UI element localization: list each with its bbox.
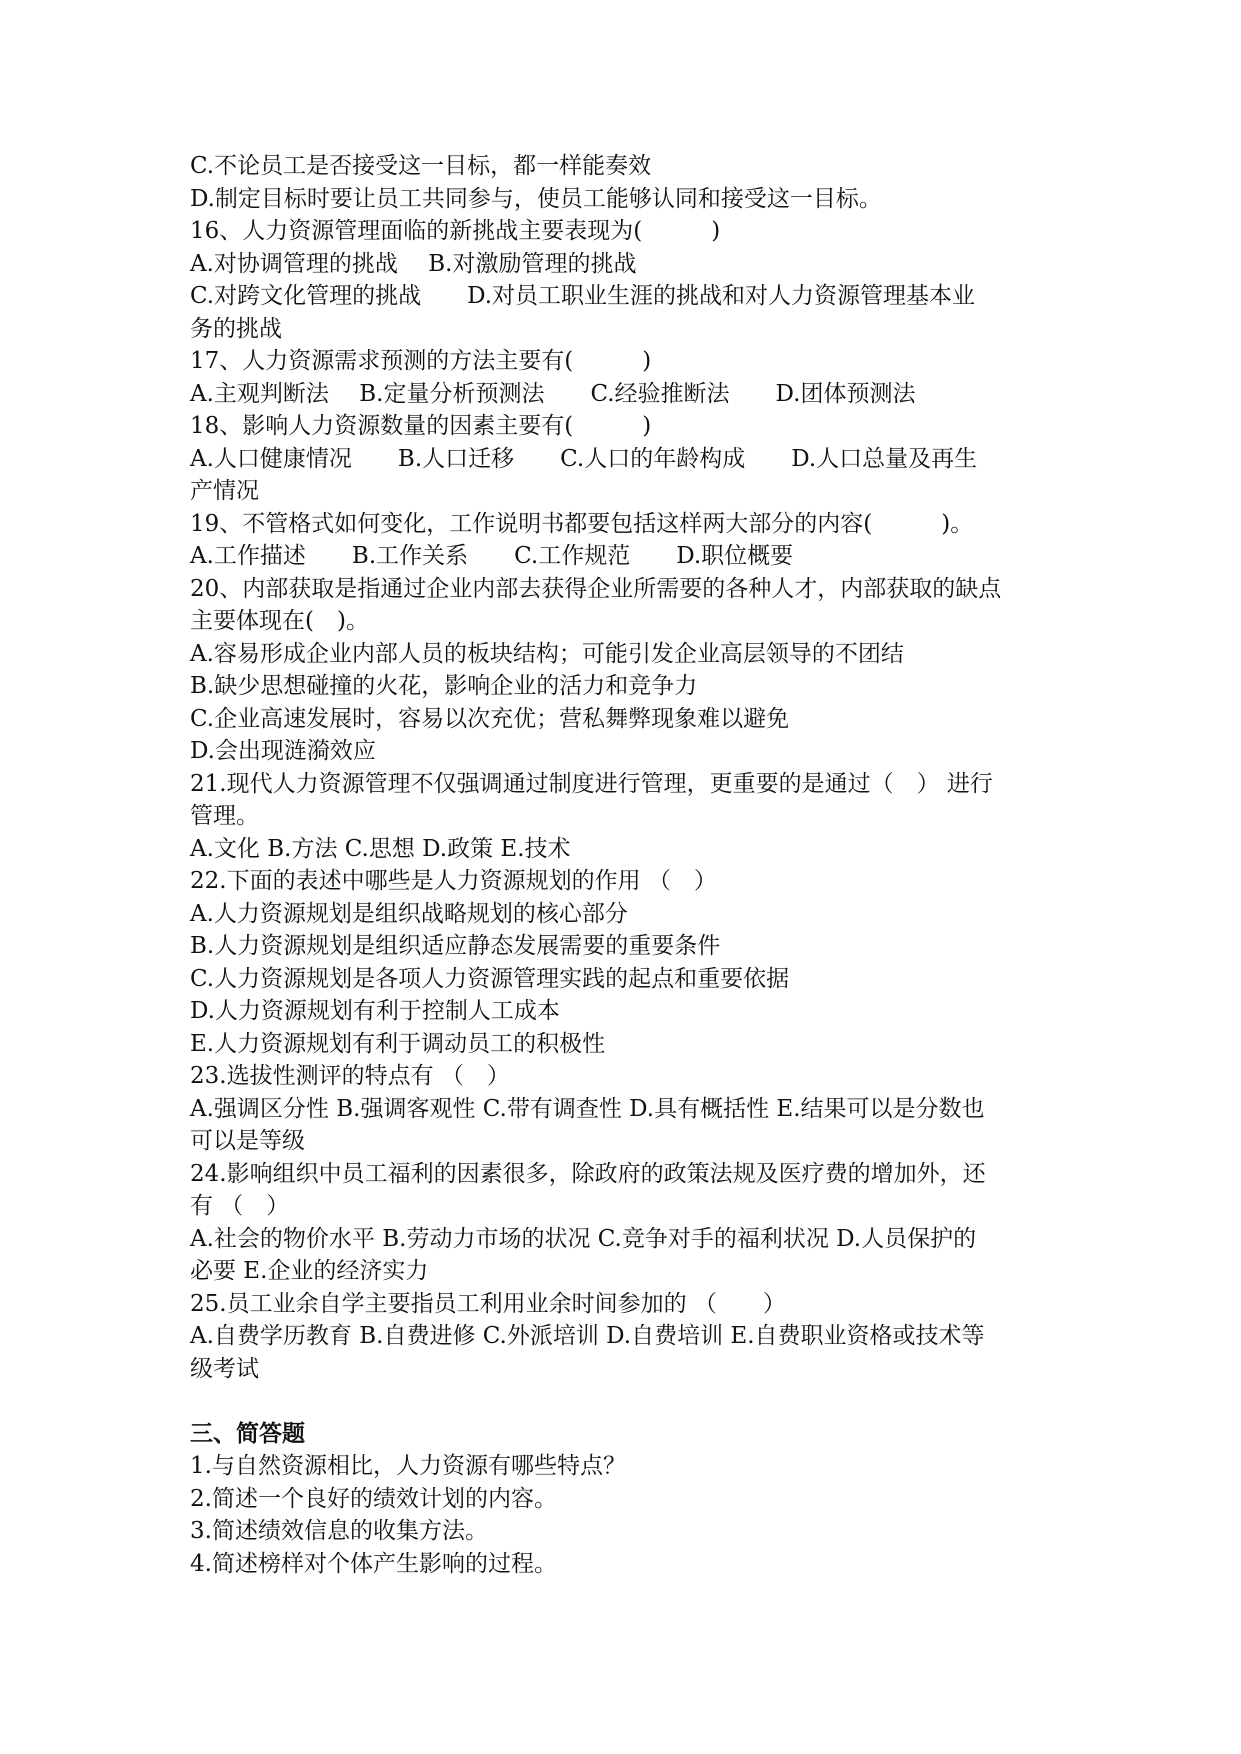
text-line: C.对跨文化管理的挑战 D.对员工职业生涯的挑战和对人力资源管理基本业 <box>190 283 976 309</box>
text-line: 必要 E.企业的经济实力 <box>190 1258 429 1284</box>
text-line: 可以是等级 <box>190 1128 305 1154</box>
text-line: 级考试 <box>190 1355 259 1382</box>
text-line: 25.员工业余自学主要指员工利用业余时间参加的 （ ） <box>190 1290 786 1317</box>
text-line: C.不论员工是否接受这一目标，都一样能奏效 <box>190 153 652 179</box>
text-line: E.人力资源规划有利于调动员工的积极性 <box>190 1030 606 1057</box>
text-line: D.人力资源规划有利于控制人工成本 <box>190 998 560 1024</box>
text-line: C.企业高速发展时，容易以次充优；营私舞弊现象难以避免 <box>190 705 790 732</box>
text-line: A.主观判断法 B.定量分析预测法 C.经验推断法 D.团体预测法 <box>190 380 916 407</box>
text-line: A.对协调管理的挑战 B.对激励管理的挑战 <box>190 250 637 277</box>
text-line: 16、人力资源管理面临的新挑战主要表现为( ) <box>190 218 721 244</box>
text-line: 17、人力资源需求预测的方法主要有( ) <box>190 348 652 374</box>
text-line: 1.与自然资源相比，人力资源有哪些特点？ <box>190 1453 626 1479</box>
document-page <box>190 150 1062 1580</box>
text-line: 22.下面的表述中哪些是人力资源规划的作用 （ ） <box>190 868 717 894</box>
text-line: 主要体现在( )。 <box>190 608 369 634</box>
text-line: D.会出现涟漪效应 <box>190 738 376 764</box>
text-line: B.缺少思想碰撞的火花，影响企业的活力和竞争力 <box>190 673 698 699</box>
text-line: A.容易形成企业内部人员的板块结构；可能引发企业高层领导的不团结 <box>190 640 904 667</box>
text-line: A.文化 B.方法 C.思想 D.政策 E.技术 <box>190 835 571 862</box>
text-line: 管理。 <box>190 803 259 829</box>
text-line: 有 （ ） <box>190 1193 290 1219</box>
text-line: 24.影响组织中员工福利的因素很多，除政府的政策法规及医疗费的增加外，还 <box>190 1160 986 1187</box>
section-heading: 三、简答题 <box>190 1419 305 1447</box>
text-line: 19、不管格式如何变化，工作说明书都要包括这样两大部分的内容( )。 <box>190 510 974 537</box>
text-line: A.人力资源规划是组织战略规划的核心部分 <box>190 900 628 927</box>
blank-line <box>190 1385 1062 1418</box>
text-line: C.人力资源规划是各项人力资源管理实践的起点和重要依据 <box>190 965 790 992</box>
text-line: 23.选拔性测评的特点有 （ ） <box>190 1063 510 1089</box>
text-line: 21.现代人力资源管理不仅强调通过制度进行管理，更重要的是通过（ ） 进行 <box>190 770 993 797</box>
text-line: 产情况 <box>190 478 259 504</box>
short-answer-list <box>190 1450 1062 1580</box>
text-line: D.制定目标时要让员工共同参与，使员工能够认同和接受这一目标。 <box>190 185 882 212</box>
text-line: B.人力资源规划是组织适应静态发展需要的重要条件 <box>190 933 721 959</box>
text-line: 务的挑战 <box>190 315 282 342</box>
text-line: 2.简述一个良好的绩效计划的内容。 <box>190 1485 557 1512</box>
question-list <box>190 150 1062 1385</box>
text-line: 18、影响人力资源数量的因素主要有( ) <box>190 413 652 439</box>
text-line: A.工作描述 B.工作关系 C.工作规范 D.职位概要 <box>190 543 794 569</box>
text-line: 4.简述榜样对个体产生影响的过程。 <box>190 1550 557 1577</box>
text-line: 20、内部获取是指通过企业内部去获得企业所需要的各种人才，内部获取的缺点 <box>190 575 1002 602</box>
text-line: A.自费学历教育 B.自费进修 C.外派培训 D.自费培训 E.自费职业资格或技术等 <box>190 1323 985 1349</box>
text-line: A.人口健康情况 B.人口迁移 C.人口的年龄构成 D.人口总量及再生 <box>190 445 978 472</box>
text-line: A.社会的物价水平 B.劳动力市场的状况 C.竞争对手的福利状况 D.人员保护的 <box>190 1225 977 1252</box>
text-line: 3.简述绩效信息的收集方法。 <box>190 1518 488 1544</box>
text-line: A.强调区分性 B.强调客观性 C.带有调查性 D.具有概括性 E.结果可以是分数也 <box>190 1095 985 1122</box>
